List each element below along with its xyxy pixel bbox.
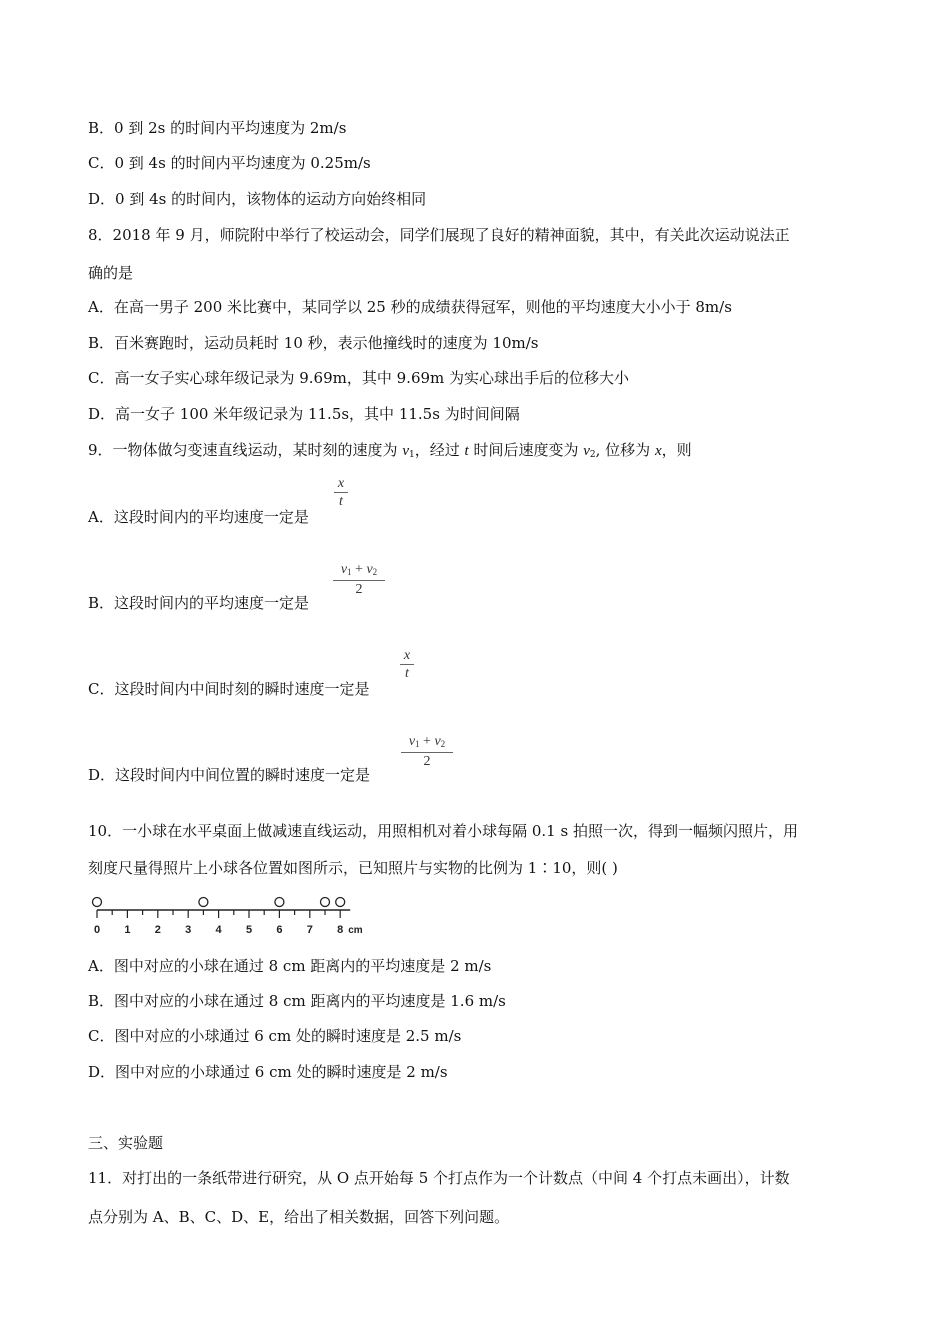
- q11-stem-line-2: 点分别为 A、B、C、D、E，给出了相关数据，回答下列问题。: [88, 1208, 510, 1226]
- q8-option-a: A．在高一男子 200 米比赛中，某同学以 25 秒的成绩获得冠军，则他的平均速度大小小于 8m/s: [88, 298, 732, 316]
- ball-position: [93, 898, 102, 907]
- q7-option-c: C．0 到 4s 的时间内平均速度为 0.25m/s: [88, 154, 371, 172]
- q9-b-fraction: $v_1 + v_2$ 2: [333, 562, 385, 598]
- q8-stem-line-1: 8．2018 年 9 月，师院附中举行了校运动会，同学们展现了良好的精神面貌，其中，有关此次运动说法正: [88, 226, 790, 244]
- q9-a-fraction: x t: [334, 476, 348, 510]
- ball-position: [336, 898, 345, 907]
- q10-stem-line-2: 刻度尺量得照片上小球各位置如图所示，已知照片与实物的比例为 1∶10，则( ): [88, 859, 618, 877]
- ball-position: [275, 898, 284, 907]
- q11-stem-line-1: 11．对打出的一条纸带进行研究，从 O 点开始每 5 个打点作为一个计数点（中间 4 个打点未画出），计数: [88, 1169, 790, 1187]
- q8-option-d: D．高一女子 100 米年级记录为 11.5s，其中 11.5s 为时间间隔: [88, 405, 520, 423]
- q10-option-c: C．图中对应的小球通过 6 cm 处的瞬时速度是 2.5 m/s: [88, 1027, 462, 1045]
- q9-option-d: D．这段时间内中间位置的瞬时速度一定是: [88, 766, 371, 784]
- q10-option-b: B．图中对应的小球在通过 8 cm 距离内的平均速度是 1.6 m/s: [88, 992, 506, 1010]
- q9-option-b: B．这段时间内的平均速度一定是: [88, 594, 310, 612]
- ruler-tick-label: 1: [124, 924, 131, 936]
- q10-option-a: A．图中对应的小球在通过 8 cm 距离内的平均速度是 2 m/s: [88, 957, 492, 975]
- ruler-tick-label: 6: [276, 924, 283, 936]
- ruler-tick-label: 2: [154, 924, 161, 936]
- ruler-unit-label: cm: [348, 925, 363, 936]
- q9-stem: 9．一物体做匀变速直线运动，某时刻的速度为 $v_1$，经过 t 时间后速度变为 $v_2$, 位移为 x，则: [88, 441, 692, 460]
- q8-option-b: B．百米赛跑时，运动员耗时 10 秒，表示他撞线时的速度为 10m/s: [88, 334, 539, 352]
- q8-option-c: C．高一女子实心球年级记录为 9.69m，其中 9.69m 为实心球出手后的位移大小: [88, 369, 630, 387]
- q9-option-c: C．这段时间内中间时刻的瞬时速度一定是: [88, 680, 370, 698]
- q9-d-fraction: $v_1 + v_2$ 2: [401, 734, 453, 770]
- ruler-tick-label: 0: [93, 924, 101, 936]
- ruler-figure: [84, 893, 374, 941]
- ball-position: [321, 898, 330, 907]
- ruler-tick-label: 7: [306, 924, 313, 936]
- section-title: 三、实验题: [88, 1134, 164, 1152]
- q10-stem-line-1: 10．一小球在水平桌面上做减速直线运动，用照相机对着小球每隔 0.1 s 拍照一次，得到一幅频闪照片，用: [88, 822, 798, 840]
- q10-option-d: D．图中对应的小球通过 6 cm 处的瞬时速度是 2 m/s: [88, 1063, 448, 1081]
- ball-position: [199, 898, 208, 907]
- ruler-tick-label: 3: [185, 924, 192, 936]
- ruler-tick-label: 8: [337, 924, 344, 936]
- q8-stem-line-2: 确的是: [88, 264, 134, 282]
- q7-option-b: B．0 到 2s 的时间内平均速度为 2m/s: [88, 119, 347, 137]
- q7-option-d: D．0 到 4s 的时间内，该物体的运动方向始终相同: [88, 190, 427, 208]
- ruler-tick-label: 5: [245, 924, 253, 936]
- ruler-tick-label: 4: [215, 924, 222, 936]
- q9-option-a: A．这段时间内的平均速度一定是: [88, 508, 309, 526]
- q9-c-fraction: x t: [400, 648, 414, 682]
